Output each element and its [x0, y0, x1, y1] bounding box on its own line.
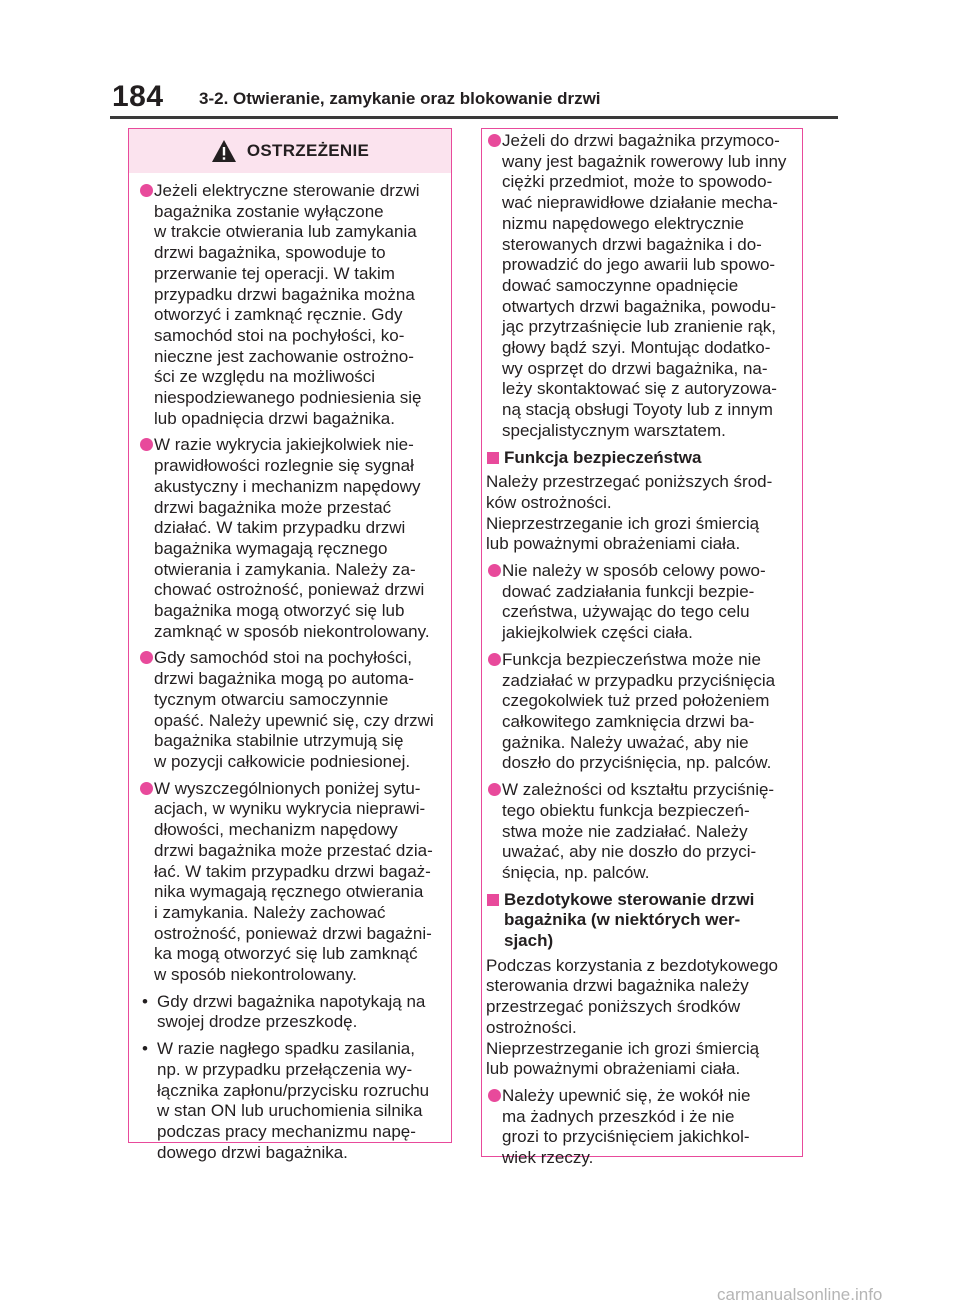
pink-circle-bullet-icon [488, 1089, 501, 1102]
warning-sub-bullet [139, 992, 443, 1033]
warning-header [129, 129, 451, 173]
pink-square-bullet-icon [487, 452, 499, 464]
warning-item [139, 435, 443, 642]
warning-title: OSTRZEŻENIE [246, 140, 370, 160]
warning-item [139, 779, 443, 986]
safety-item-text: Nie należy w sposób celowy powo- dować zadziałania funkcji bezpie- czeństwa, używając do tego celu jakiejkolwiek części ciała. [502, 561, 766, 643]
warning-item-text: Jeżeli elektryczne sterowanie drzwi bagażnika zostanie wyłączone w trakcie otwierania lub zamykania drzwi bagażnika, spowoduje to przerwanie tej operacji. W takim przypadku drzwi bagażnika można otworzyć i zamknąć ręcznie. Gdy samochód stoi na pochyłości, ko- nieczne jest zachowanie ostrożno- ści ze względu na możliwości niespodziewanego podniesienia się lub opadnięcia drzwi bagażnika. [154, 181, 422, 428]
safety-item-text: Funkcja bezpieczeństwa może nie zadziałać w przypadku przyciśnięcia czegokolwiek tuż przed położeniem całkowitego zamknięcia drzwi ba- gażnika. Należy uważać, aby nie doszło do przyciśnięcia, np. palców. [502, 649, 776, 773]
subsection-heading: Bezdotykowe sterowanie drzwi bagażnika (w niektórych wer- sjach) [484, 890, 800, 952]
pink-circle-bullet-icon [140, 782, 153, 795]
page-number: 184 [112, 80, 164, 113]
pink-circle-bullet-icon [488, 564, 501, 577]
subsection-intro: Należy przestrzegać poniższych środ- ków ostrożności. Nieprzestrzeganie ich grozi śmiercią lub poważnymi obrażeniami ciała. [486, 472, 773, 554]
warning-item-text: W wyszczególnionych poniżej sytu- acjach, w wyniku wykrycia nieprawi- dłowości, mechanizm napędowy drzwi bagażnika może przestać dzia- łać. W takim przypadku drzwi bagaż- nika wymagają ręcznego otwierania i zamykania. Należy zachować ostrożność, ponieważ drzwi bagażni- ka mogą otworzyć się lub zamknąć w sposób niekontrolowany. [154, 778, 433, 985]
pink-circle-bullet-icon [488, 653, 501, 666]
pink-circle-bullet-icon [140, 438, 153, 451]
warning-item-text: Gdy samochód stoi na pochyłości, drzwi bagażnika mogą po automa- tycznym otwarciu samoczynnie opaść. Należy upewnić się, czy drzwi bagażnika stabilnie utrzymują się w pozycji całkowicie podniesionej. [154, 648, 434, 771]
warning-sub-bullet [139, 1039, 443, 1163]
safety-item [484, 780, 800, 884]
header-divider [110, 116, 838, 119]
safety-item-text: W zależności od kształtu przyciśnię- tego obiektu funkcja bezpieczeń- stwa może nie zadziałać. Należy uważać, aby nie doszło do przyci- śnięcia, np. palców. [502, 780, 775, 882]
warning-item [484, 131, 800, 442]
warning-item [139, 181, 443, 429]
watermark: carmanualsonline.info [717, 1285, 883, 1304]
kick-sensor-item-text: Należy upewnić się, że wokół nie ma żadnych przeszkód i że nie grozi to przyciśnięciem jakichkol- wiek rzeczy. [502, 1085, 751, 1168]
section-title: 3-2. Otwieranie, zamykanie oraz blokowanie drzwi [199, 89, 601, 108]
pink-square-bullet-icon [487, 894, 499, 906]
warning-triangle-icon [211, 139, 237, 163]
pink-circle-bullet-icon [488, 134, 501, 147]
pink-circle-bullet-icon [140, 184, 153, 197]
sub-bullet-text: W razie nagłego spadku zasilania, np. w przypadku przełączenia wy- łącznika zapłonu/przycisku rozruchu w stan ON lub uruchomienia silnika podczas pracy mechanizmu napę- dowego drzwi bagażnika. [157, 1039, 430, 1162]
pink-circle-bullet-icon [488, 783, 501, 796]
subsection-intro: Podczas korzystania z bezdotykowego sterowania drzwi bagażnika należy przestrzegać poniższych środków ostrożności. Nieprzestrzeganie ich grozi śmiercią lub poważnymi obrażeniami ciała. [486, 955, 778, 1079]
kick-sensor-item [484, 1086, 800, 1169]
warning-box [128, 128, 452, 1162]
safety-item [484, 650, 800, 774]
sub-bullet-text: Gdy drzwi bagażnika napotykają na swojej drodze przeszkodę. [157, 991, 426, 1032]
bullet-dot-icon: • [142, 991, 148, 1011]
safety-item [484, 561, 800, 644]
bullet-dot-icon: • [142, 1039, 148, 1059]
warning-item-text: Jeżeli do drzwi bagażnika przymoco- wany jest bagażnik rowerowy lub inny ciężki przedmiot, może to spowodo- wać nieprawidłowe działanie mecha- nizmu napędowego elektrycznie sterowanych drzwi bagażnika i do- prowadzić do jego awarii lub spowo- dować samoczynne opadnięcie otwartych drzwi bagażnika, powodu- jąc przytrzaśnięcie lub zranienie rąk, głowy bądź szyi. Montując dodatko- wy osprzęt do drzwi bagażnika, na- leży skontaktować się z autoryzowa- ną stacją obsługi Toyoty lub z innym specjalistycznym warsztatem. [502, 131, 787, 440]
warning-item-text: W razie wykrycia jakiejkolwiek nie- prawidłowości rozlegnie się sygnał akustyczny i mechanizm napędowy drzwi bagażnika może przestać działać. W takim przypadku drzwi bagażnika wymagają ręcznego otwierania i zamykania. Należy za- chować ostrożność, ponieważ drzwi bagażnika mogą otworzyć się lub zamknąć w sposób niekontrolowany. [154, 435, 430, 641]
warning-box-continued [481, 128, 803, 1168]
pink-circle-bullet-icon [140, 651, 153, 664]
subsection-heading: Funkcja bezpieczeństwa [484, 448, 800, 469]
warning-item [139, 648, 443, 772]
